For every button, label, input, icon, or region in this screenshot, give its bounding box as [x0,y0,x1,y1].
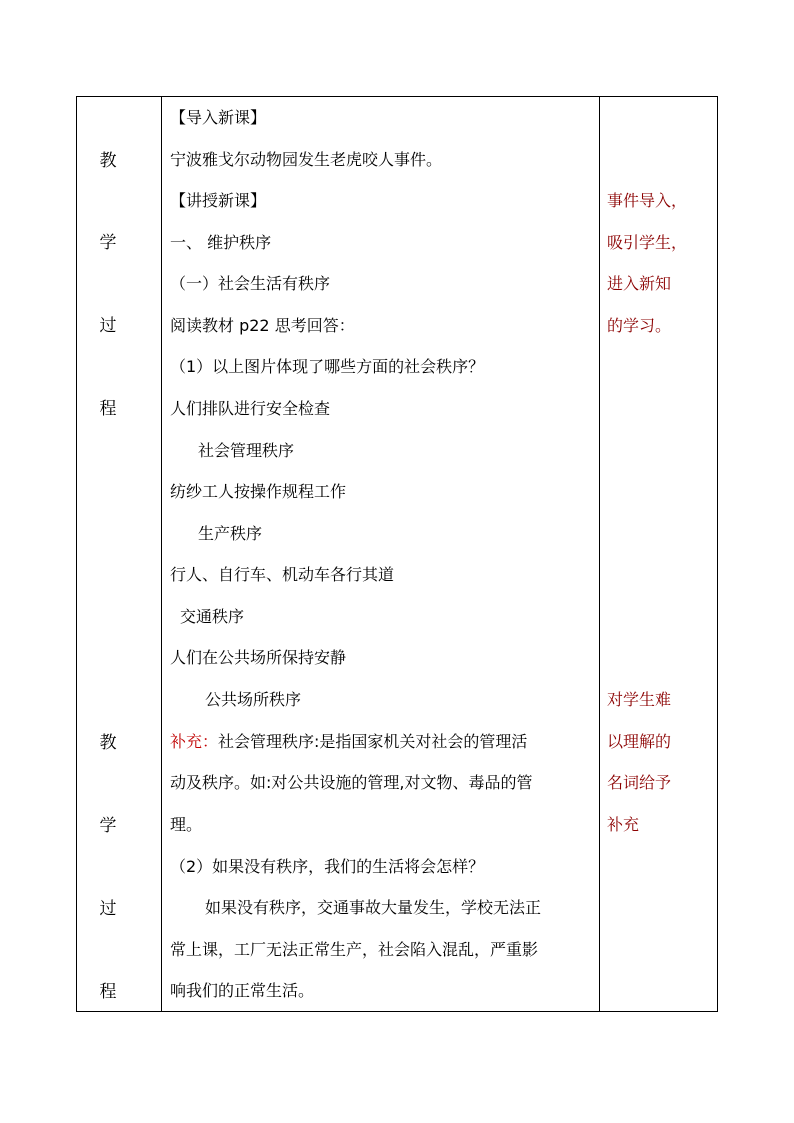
content-line: 纺纱工人按操作规程工作 [170,482,347,501]
left-column-char: 程 [99,399,117,419]
left-column-char: 过 [99,316,117,336]
column-divider-left [161,97,162,1011]
left-column-char: 程 [99,982,117,1002]
teaching-note: 事件导入， [607,191,688,210]
supplement-label: 补充： [170,732,219,751]
answer-line: 生产秩序 [198,524,263,543]
left-column-char: 学 [99,233,117,253]
content-line: 人们在公共场所保持安静 [170,648,347,667]
left-column-char: 学 [99,816,117,836]
content-line: （一）社会生活有秩序 [170,274,331,293]
teaching-note: 对学生难 [607,690,672,709]
content-line: 阅读教材 p22 思考回答： [170,316,355,335]
answer-line: 公共场所秩序 [205,690,302,709]
teaching-note: 补充 [607,815,640,834]
supplement-cont: 理。 [170,815,203,834]
left-column-char: 教 [99,151,117,171]
column-divider-right [599,97,600,1011]
teaching-note: 的学习。 [607,316,672,335]
answer-line: 社会管理秩序 [198,441,295,460]
teaching-note: 吸引学生， [607,233,688,252]
question-2: （2）如果没有秩序，我们的生活将会怎样？ [170,857,485,876]
teaching-note: 进入新知 [607,274,672,293]
answer-line: 交通秩序 [180,607,245,626]
content-line: 人们排队进行安全检查 [170,399,331,418]
answer-paragraph: 常上课，工厂无法正常生产，社会陷入混乱，严重影 [170,940,539,959]
content-line: 行人、自行车、机动车各行其道 [170,565,395,584]
left-column-char: 过 [99,899,117,919]
content-line: 宁波雅戈尔动物园发生老虎咬人事件。 [170,150,443,169]
section-heading-intro: 【导入新课】 [170,108,267,127]
content-line: 一、 维护秩序 [170,233,272,252]
teaching-note: 以理解的 [607,732,672,751]
question-1: （1）以上图片体现了哪些方面的社会秩序？ [170,357,485,376]
answer-paragraph: 响我们的正常生活。 [170,981,315,1000]
left-column-char: 教 [99,733,117,753]
supplement-line [170,731,527,753]
answer-paragraph: 如果没有秩序，交通事故大量发生，学校无法正 [205,898,542,917]
section-heading-lecture: 【讲授新课】 [170,191,267,210]
supplement-text: 社会管理秩序:是指国家机关对社会的管理活 [218,732,528,751]
teaching-note: 名词给予 [607,773,672,792]
supplement-cont: 动及秩序。如:对公共设施的管理,对文物、毒品的管 [170,773,533,792]
